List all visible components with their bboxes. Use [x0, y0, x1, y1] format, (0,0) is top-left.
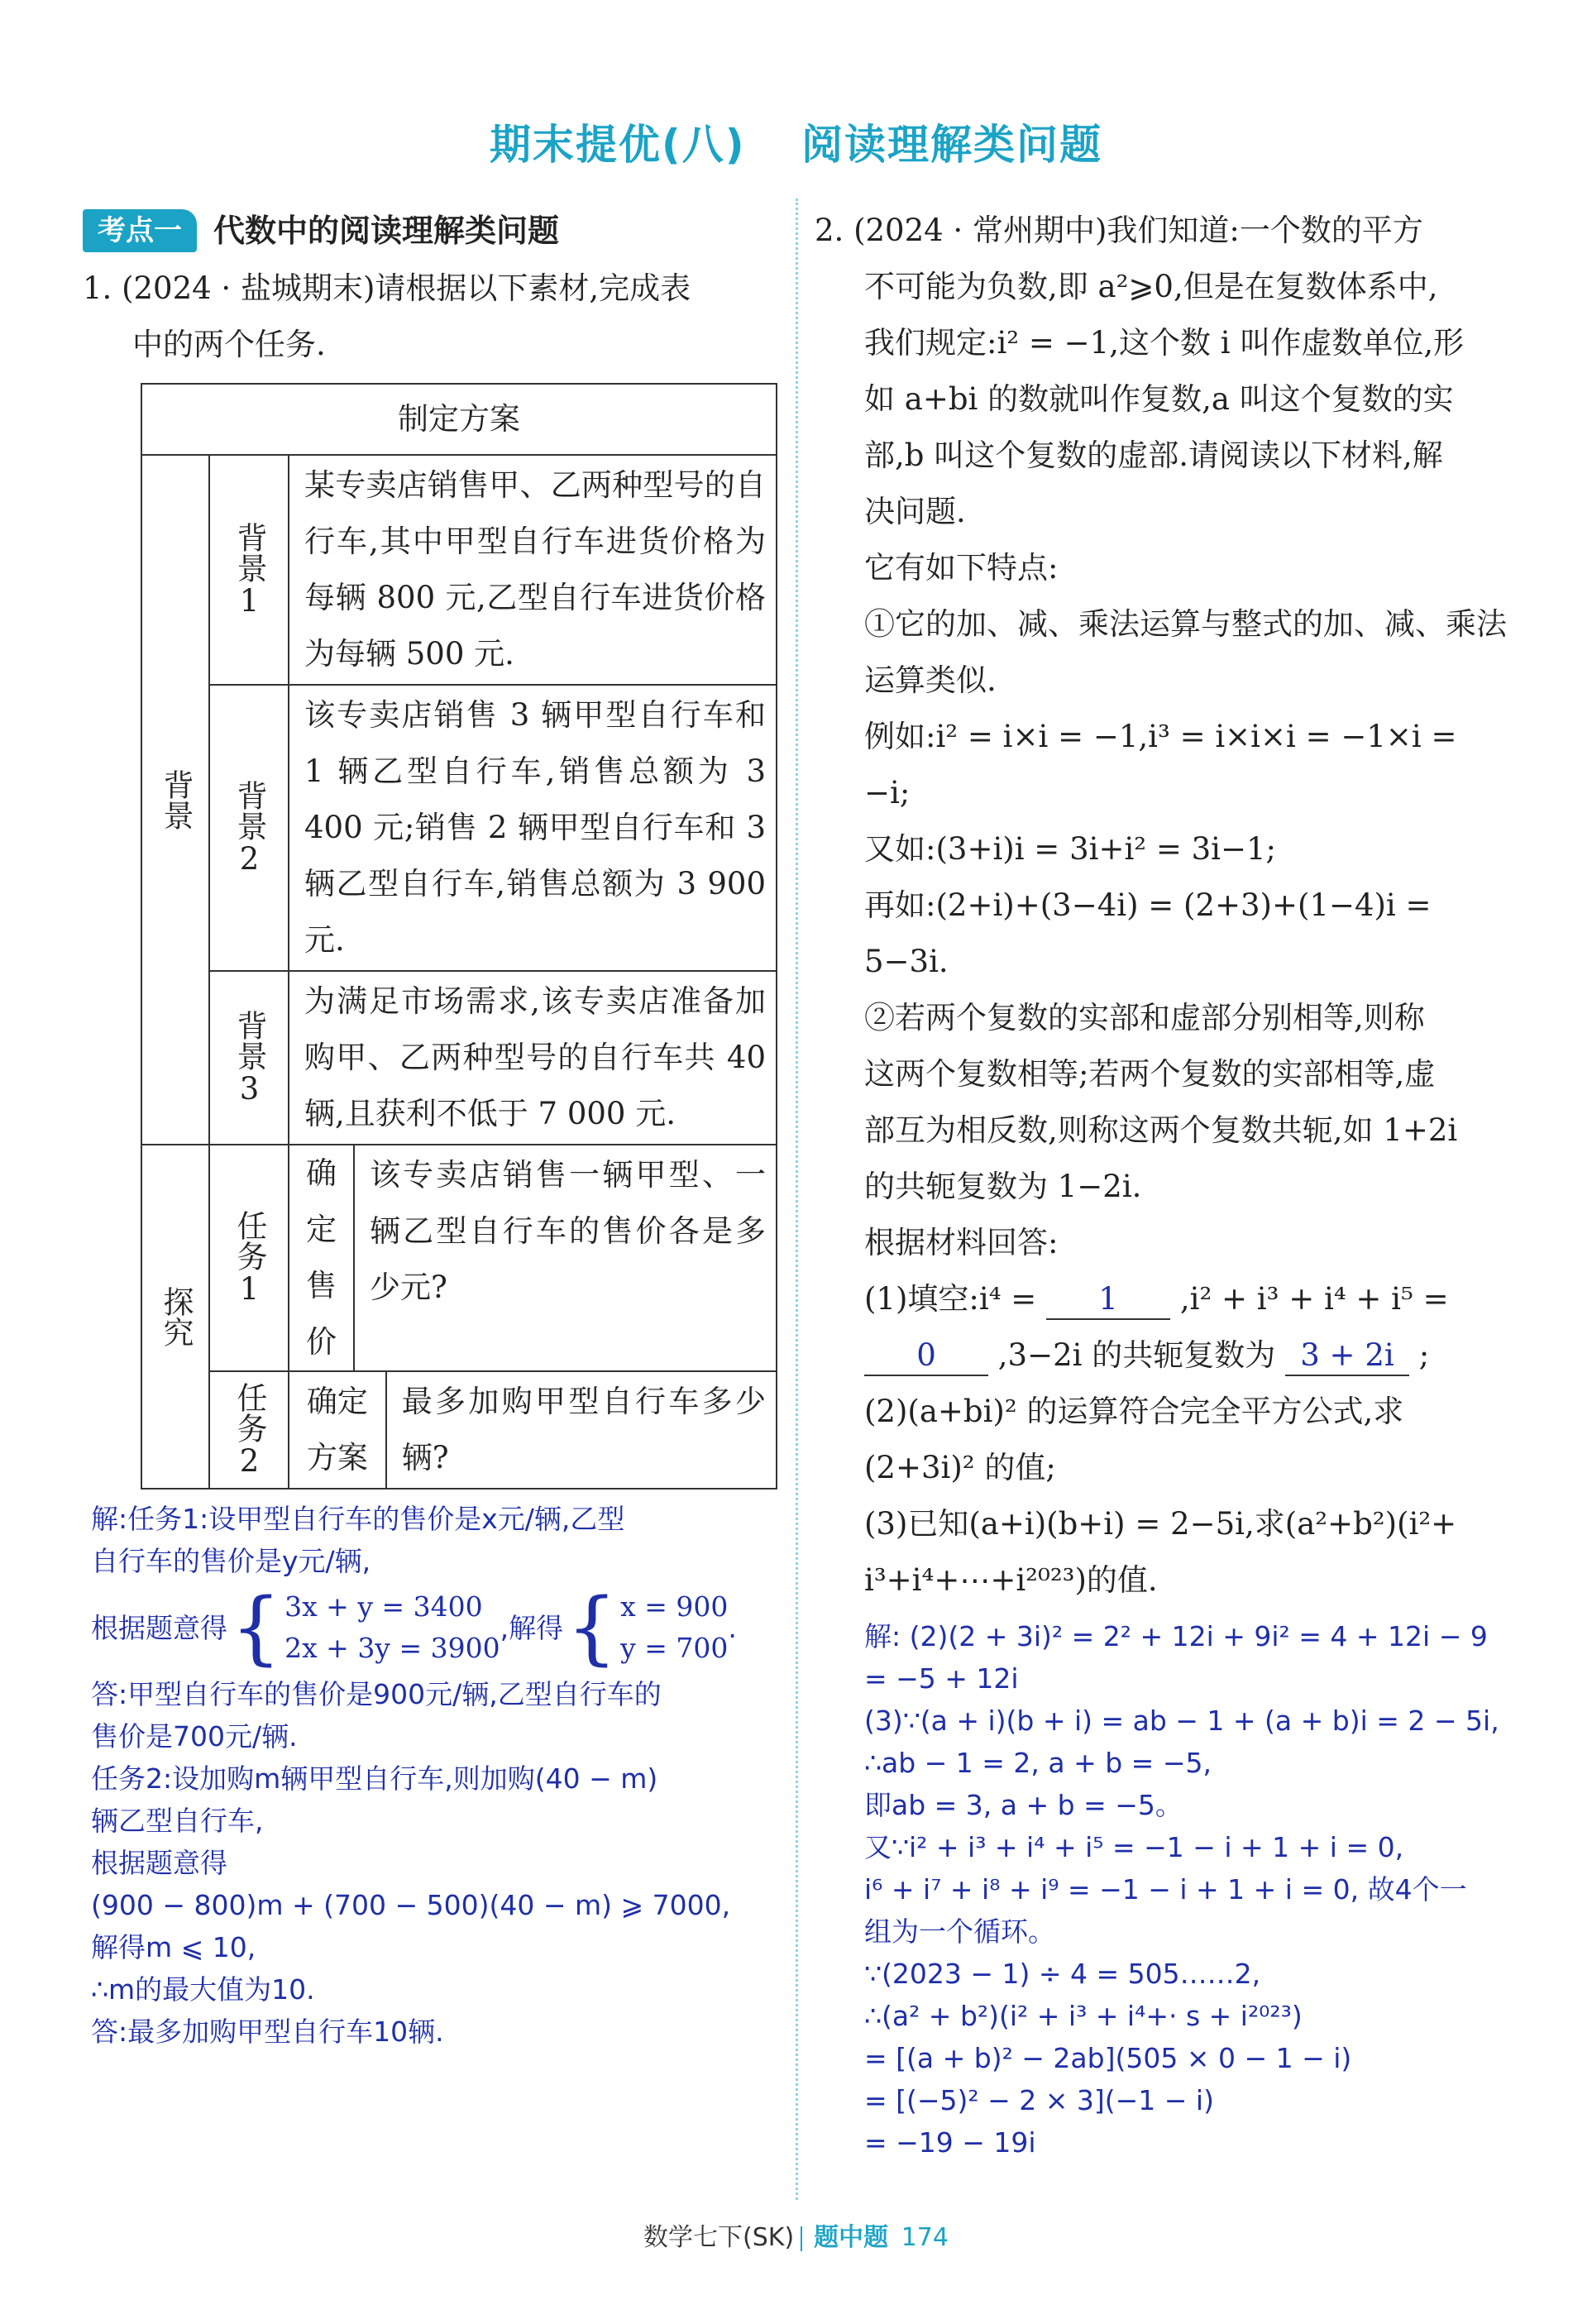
page-number: 174 [901, 2223, 949, 2252]
q2-line: 例如:i² = i×i = −1,i³ = i×i×i = −1×i = −i; [864, 719, 1457, 811]
q2-line: 的共轭复数为 1−2i. [864, 1169, 1142, 1204]
fill-text: ,i² + i³ + i⁴ + i⁵ = [1179, 1281, 1449, 1317]
task2-cell [289, 1371, 777, 1489]
q2-sol-line: 又∵i² + i³ + i⁴ + i⁵ = −1 − i + 1 + i = 0, [864, 1831, 1404, 1863]
q2-sol-line: = −5 + 12i [864, 1662, 1019, 1695]
equation-2: 2x + 3y = 3900 [284, 1632, 500, 1664]
q1-sol-line: ∴m的最大值为10. [91, 1973, 315, 2006]
right-column [815, 203, 1509, 2164]
q2-line: 又如:(3+i)i = 3i+i² = 3i−1; [864, 831, 1277, 867]
q1-solution [91, 1498, 777, 2053]
q2-sol-line: ∵(2023 − 1) ÷ 4 = 505……2, [864, 1958, 1261, 1990]
q1-sol-line: 答:最多加购甲型自行车10辆. [91, 2016, 444, 2048]
q2-sol-line: 即ab = 3, a + b = −5。 [864, 1789, 1183, 1821]
explore-label: 探究 [141, 1145, 209, 1489]
background2-label: 背景2 [209, 685, 289, 971]
q2-fill-line2 [815, 1327, 1509, 1384]
q1-sol-line: (900 − 800)m + (700 − 500)(40 − m) ⩾ 7000, [91, 1889, 731, 1921]
q2-line: 这两个复数相等;若两个复数的实部相等,虚 [864, 1056, 1436, 1092]
footer-subject: 数学七下(SK) [643, 2223, 795, 2252]
task2-name: 确定方案 [289, 1372, 387, 1488]
q1-sol-line: 答:甲型自行车的售价是900元/辆,乙型自行车的 [91, 1678, 662, 1710]
q2-sol-line: ∴ab − 1 = 2, a + b = −5, [864, 1747, 1212, 1779]
answer-blank-3: 3 + 2i [1285, 1337, 1409, 1376]
q2-sol-line: (3)∵(a + i)(b + i) = ab − 1 + (a + b)i = 2 − 5i, [864, 1705, 1499, 1737]
background1-label: 背景1 [209, 455, 289, 685]
q1-sol-line: 辆乙型自行车, [91, 1805, 264, 1837]
q1-stem-line1: 1. (2024 · 盐城期末)请根据以下素材,完成表 [83, 270, 691, 306]
q2-line: 决问题. [864, 494, 966, 529]
q2-line: 2. (2024 · 常州期中)我们知道:一个数的平方 [815, 213, 1423, 248]
fill-text: ; [1418, 1337, 1430, 1373]
title-part2: 阅读理解类问题 [801, 121, 1103, 169]
fill-text: ,3−2i 的共轭复数为 [997, 1337, 1276, 1373]
plan-table-header: 制定方案 [141, 384, 777, 455]
q2-line: 如 a+bi 的数就叫作复数,a 叫这个复数的实 [864, 381, 1454, 417]
q2-fill-line1 [815, 1271, 1509, 1327]
task1-text: 该专卖店销售一辆甲型、一辆乙型自行车的售价各是多少元? [369, 1157, 766, 1305]
title-part1: 期末提优(八) [489, 121, 746, 169]
q2-sol-line: i⁶ + i⁷ + i⁸ + i⁹ = −1 − i + 1 + i = 0, 故4个一 [864, 1873, 1467, 1906]
q2-line: 部,b 叫这个复数的虚部.请阅读以下材料,解 [864, 438, 1443, 473]
q2-sol-line: = −19 − 19i [864, 2126, 1036, 2159]
q1-sol-line: 售价是700元/辆. [91, 1720, 298, 1753]
footer-brand: 题中题 [814, 2223, 889, 2252]
q2-line: 我们规定:i² = −1,这个数 i 叫作虚数单位,形 [864, 325, 1465, 361]
task2-text: 最多加购甲型自行车多少辆? [401, 1384, 766, 1475]
q2-line: 再如:(2+i)+(3−4i) = (2+3)+(1−4)i = 5−3i. [864, 887, 1432, 979]
q2-solution [815, 1615, 1509, 2164]
left-brace: { [567, 1581, 618, 1674]
background2-text: 该专卖店销售 3 辆甲型自行车和 1 辆乙型自行车,销售总额为 3 400 元;销售 2 辆甲型自行车和 3 辆乙型自行车,销售总额为 3 900 元. [289, 685, 777, 971]
q2-line: 不可能为负数,即 a²⩾0,但是在复数体系中, [864, 269, 1438, 304]
q1-sol-line: 任务2:设加购m辆甲型自行车,则加购(40 − m) [91, 1762, 658, 1795]
background3-label: 背景3 [209, 971, 289, 1145]
q1-sol-line: 解:任务1:设甲型自行车的售价是x元/辆,乙型 [91, 1503, 625, 1535]
section-title: 代数中的阅读理解类问题 [213, 213, 560, 249]
fill-text: (1)填空:i⁴ = [864, 1281, 1037, 1317]
page-title [0, 112, 1592, 171]
q2-line: ①它的加、减、乘法运算与整式的加、减、乘法 [864, 606, 1507, 642]
q1-sol-line: 自行车的售价是y元/辆, [91, 1545, 371, 1577]
q2-part2-line: (2+3i)² 的值; [864, 1450, 1056, 1485]
equation-1: 3x + y = 3400 [284, 1590, 483, 1623]
section-badge: 考点一 [83, 209, 197, 252]
background1-text: 某专卖店销售甲、乙两种型号的自行车,其中甲型自行车进货价格为每辆 800 元,乙型自行车进货价格为每辆 500 元. [289, 455, 777, 685]
task1-label: 任务1 [209, 1145, 289, 1371]
equation-system [227, 1581, 500, 1674]
background3-text: 为满足市场需求,该专卖店准备加购甲、乙两种型号的自行车共 40 辆,且获利不低于 7 000 元. [289, 971, 777, 1145]
left-column [83, 203, 777, 2053]
q1-stem-line2: 中的两个任务. [132, 327, 326, 362]
plan-table [141, 383, 777, 1490]
q2-line: 根据材料回答: [864, 1225, 1059, 1260]
q2-line: 它有如下特点: [864, 550, 1059, 586]
solution-y: y = 700 [620, 1632, 729, 1664]
q2-sol-line: = [(−5)² − 2 × 3](−1 − i) [864, 2084, 1214, 2116]
q2-sol-line: 组为一个循环。 [864, 1915, 1055, 1948]
q1-sol-text: 根据题意得 [91, 1611, 227, 1644]
q2-line: 部互为相反数,则称这两个复数共轭,如 1+2i [864, 1112, 1458, 1148]
q1-sol-system-line [91, 1582, 777, 1673]
q2-sol-line: = [(a + b)² − 2ab](505 × 0 − 1 − i) [864, 2042, 1352, 2074]
section-heading [83, 203, 777, 259]
answer-blank-2: 0 [864, 1337, 988, 1376]
q2-sol-line: ∴(a² + b²)(i² + i³ + i⁴+· s + i²⁰²³) [864, 2000, 1303, 2032]
q1-sol-line: 根据题意得 [91, 1847, 227, 1879]
footer-separator [801, 2226, 802, 2251]
solution-system [563, 1581, 729, 1674]
q1-sol-text: . [728, 1611, 737, 1644]
left-brace: { [231, 1581, 282, 1674]
q1-sol-text: ,解得 [500, 1611, 564, 1644]
answer-blank-1: 1 [1046, 1280, 1170, 1320]
background-label: 背景 [141, 455, 209, 1145]
q2-part2-line: (2)(a+bi)² 的运算符合完全平方公式,求 [864, 1394, 1404, 1429]
q2-part3-line: i³+i⁴+⋯+i²⁰²³)的值. [864, 1562, 1158, 1598]
q2-part3-line: (3)已知(a+i)(b+i) = 2−5i,求(a²+b²)(i²+ [864, 1506, 1457, 1542]
page-footer [0, 2216, 1592, 2253]
task2-label: 任务2 [209, 1371, 289, 1489]
q1-sol-line: 解得m ⩽ 10, [91, 1931, 256, 1963]
q2-line: ②若两个复数的实部和虚部分别相等,则称 [864, 1000, 1425, 1035]
q2-text [815, 203, 1509, 1609]
q2-sol-line: 解: (2)(2 + 3i)² = 2² + 12i + 9i² = 4 + 12i − 9 [864, 1620, 1488, 1652]
task1-name: 确定售价 [289, 1145, 355, 1370]
solution-x: x = 900 [620, 1590, 729, 1623]
column-divider [796, 198, 798, 2200]
task1-cell [289, 1145, 777, 1371]
q2-line: 运算类似. [864, 662, 997, 698]
